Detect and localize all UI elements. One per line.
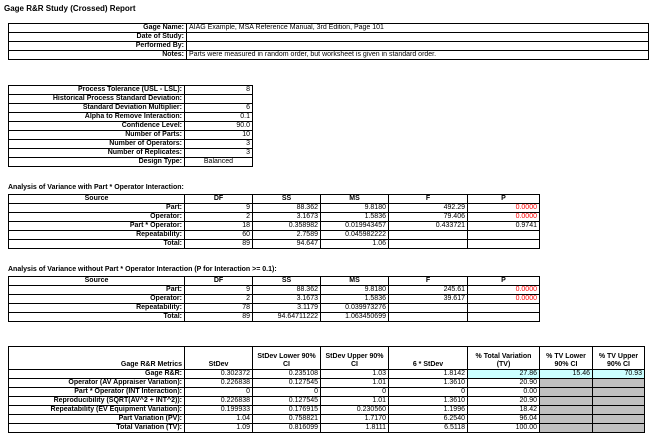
grr-cell: 70.93 bbox=[593, 370, 645, 379]
anova-source: Repeatability: bbox=[9, 231, 185, 240]
anova-header-cell: Source bbox=[9, 195, 185, 204]
grr-cell: 0.127545 bbox=[253, 379, 321, 388]
grr-metric: Repeatability (EV Equipment Variation): bbox=[9, 406, 185, 415]
grr-cell bbox=[593, 388, 645, 397]
param-row bbox=[9, 113, 253, 122]
grr-metric: Reproducibility (SQRT(AV^2 + INT^2)): bbox=[9, 397, 185, 406]
grr-cell bbox=[540, 415, 593, 424]
anova-cell: 60 bbox=[185, 231, 253, 240]
anova-header-cell: F bbox=[389, 195, 468, 204]
grr-cell bbox=[540, 397, 593, 406]
grr-cell: 1.09 bbox=[185, 424, 253, 433]
grr-row bbox=[9, 406, 645, 415]
param-value: Balanced bbox=[185, 158, 253, 167]
anova-source: Operator: bbox=[9, 213, 185, 222]
anova-cell: 78 bbox=[185, 304, 253, 313]
anova-header-cell: F bbox=[389, 277, 468, 286]
grr-cell: 15.46 bbox=[540, 370, 593, 379]
param-label: Confidence Level: bbox=[9, 122, 185, 131]
anova-cell: 0.9741 bbox=[468, 222, 540, 231]
anova-cell: 3.1673 bbox=[253, 213, 321, 222]
anova-cell: 79.406 bbox=[389, 213, 468, 222]
anova-cell bbox=[468, 313, 540, 322]
info-label: Gage Name: bbox=[9, 24, 187, 33]
grr-cell bbox=[593, 397, 645, 406]
grr-cell: 6.2540 bbox=[389, 415, 468, 424]
grr-cell: 0 bbox=[185, 388, 253, 397]
grr-cell: 0.226838 bbox=[185, 397, 253, 406]
grr-metric: Gage R&R: bbox=[9, 370, 185, 379]
info-row bbox=[9, 33, 649, 42]
anova-header-cell: P bbox=[468, 277, 540, 286]
info-value bbox=[187, 42, 649, 51]
grr-cell: 27.86 bbox=[468, 370, 540, 379]
param-label: Number of Replicates: bbox=[9, 149, 185, 158]
grr-row bbox=[9, 379, 645, 388]
grr-cell: 1.3610 bbox=[389, 397, 468, 406]
anova-row bbox=[9, 240, 540, 249]
anova-cell: 2.7589 bbox=[253, 231, 321, 240]
anova-cell: 0.019943457 bbox=[321, 222, 389, 231]
anova-header-row bbox=[9, 277, 540, 286]
anova-cell: 0.0000 bbox=[468, 295, 540, 304]
info-value: Parts were measured in random order, but worksheet is given in standard order. bbox=[187, 51, 649, 60]
grr-cell: 0.230560 bbox=[321, 406, 389, 415]
anova-cell: 1.06 bbox=[321, 240, 389, 249]
param-value: 3 bbox=[185, 140, 253, 149]
param-label: Number of Parts: bbox=[9, 131, 185, 140]
anova-header-cell: DF bbox=[185, 277, 253, 286]
anova-cell bbox=[468, 231, 540, 240]
anova-source: Part * Operator: bbox=[9, 222, 185, 231]
grr-row bbox=[9, 388, 645, 397]
anova-cell: 88.362 bbox=[253, 204, 321, 213]
anova-cell: 9 bbox=[185, 204, 253, 213]
study-info-table bbox=[8, 23, 649, 60]
anova-cell bbox=[389, 304, 468, 313]
grr-cell: 96.04 bbox=[468, 415, 540, 424]
grr-cell: 1.8142 bbox=[389, 370, 468, 379]
grr-row bbox=[9, 397, 645, 406]
grr-cell: 0.235108 bbox=[253, 370, 321, 379]
anova-source: Repeatability: bbox=[9, 304, 185, 313]
anova-cell bbox=[389, 313, 468, 322]
anova-source: Part: bbox=[9, 286, 185, 295]
grr-cell: 1.1996 bbox=[389, 406, 468, 415]
grr-cell: 20.90 bbox=[468, 397, 540, 406]
anova-header-row bbox=[9, 195, 540, 204]
info-label: Date of Study: bbox=[9, 33, 187, 42]
anova-cell: 0.0000 bbox=[468, 204, 540, 213]
grr-cell bbox=[593, 379, 645, 388]
anova-row bbox=[9, 222, 540, 231]
anova-cell: 1.5836 bbox=[321, 213, 389, 222]
grr-cell: 1.3610 bbox=[389, 379, 468, 388]
grr-header-cell: % Total Variation (TV) bbox=[468, 347, 540, 370]
grr-cell: 1.03 bbox=[321, 370, 389, 379]
grr-header-cell: StDev bbox=[185, 347, 253, 370]
anova-row bbox=[9, 213, 540, 222]
grr-header-cell: % TV Upper 90% CI bbox=[593, 347, 645, 370]
anova-row bbox=[9, 295, 540, 304]
grr-cell: 0.816099 bbox=[253, 424, 321, 433]
param-row bbox=[9, 131, 253, 140]
anova-cell: 9.8180 bbox=[321, 204, 389, 213]
info-row bbox=[9, 42, 649, 51]
grr-cell: 6.5118 bbox=[389, 424, 468, 433]
param-label: Historical Process Standard Deviation: bbox=[9, 95, 185, 104]
anova-no-interaction-caption: Analysis of Variance without Part * Operator Interaction (P for Interaction >= 0.1): bbox=[8, 266, 277, 273]
anova-cell: 0.0000 bbox=[468, 286, 540, 295]
anova-cell: 2 bbox=[185, 295, 253, 304]
grr-cell: 0.199933 bbox=[185, 406, 253, 415]
anova-no-interaction-table bbox=[8, 276, 540, 322]
param-label: Standard Deviation Multiplier: bbox=[9, 104, 185, 113]
info-row bbox=[9, 24, 649, 33]
anova-cell: 245.61 bbox=[389, 286, 468, 295]
param-value: 3 bbox=[185, 149, 253, 158]
grr-metric: Total Variation (TV): bbox=[9, 424, 185, 433]
info-label: Notes: bbox=[9, 51, 187, 60]
anova-source: Total: bbox=[9, 313, 185, 322]
grr-cell: 0.00 bbox=[468, 388, 540, 397]
grr-cell bbox=[593, 415, 645, 424]
anova-cell: 18 bbox=[185, 222, 253, 231]
grr-cell: 0.127545 bbox=[253, 397, 321, 406]
anova-source: Total: bbox=[9, 240, 185, 249]
anova-cell: 94.64711222 bbox=[253, 313, 321, 322]
grr-header-cell: % TV Lower 90% CI bbox=[540, 347, 593, 370]
param-row bbox=[9, 140, 253, 149]
grr-header-row bbox=[9, 347, 645, 370]
info-label: Performed By: bbox=[9, 42, 187, 51]
anova-cell: 3.1673 bbox=[253, 295, 321, 304]
param-label: Design Type: bbox=[9, 158, 185, 167]
anova-cell bbox=[389, 240, 468, 249]
grr-cell: 1.7170 bbox=[321, 415, 389, 424]
anova-header-cell: P bbox=[468, 195, 540, 204]
param-label: Process Tolerance (USL - LSL): bbox=[9, 86, 185, 95]
info-value: AIAG Example, MSA Reference Manual, 3rd Edition, Page 101 bbox=[187, 24, 649, 33]
param-value: 90.0 bbox=[185, 122, 253, 131]
grr-header-cell: 6 * StDev bbox=[389, 347, 468, 370]
param-label: Number of Operators: bbox=[9, 140, 185, 149]
grr-cell bbox=[593, 406, 645, 415]
anova-cell: 2 bbox=[185, 213, 253, 222]
anova-interaction-table bbox=[8, 194, 540, 249]
grr-metric: Part * Operator (INT Interaction): bbox=[9, 388, 185, 397]
anova-cell: 492.29 bbox=[389, 204, 468, 213]
grr-cell bbox=[540, 379, 593, 388]
param-label: Alpha to Remove Interaction: bbox=[9, 113, 185, 122]
grr-metric: Operator (AV Appraiser Variation): bbox=[9, 379, 185, 388]
grr-cell: 0 bbox=[321, 388, 389, 397]
anova-interaction-caption: Analysis of Variance with Part * Operator Interaction: bbox=[8, 184, 184, 191]
param-row bbox=[9, 149, 253, 158]
anova-cell bbox=[468, 240, 540, 249]
anova-cell: 89 bbox=[185, 240, 253, 249]
param-value: 8 bbox=[185, 86, 253, 95]
anova-cell: 0.0000 bbox=[468, 213, 540, 222]
report-title: Gage R&R Study (Crossed) Report bbox=[4, 4, 136, 13]
anova-cell bbox=[468, 304, 540, 313]
gage-rr-metrics-table bbox=[8, 346, 645, 433]
grr-cell: 0.226838 bbox=[185, 379, 253, 388]
anova-cell: 88.362 bbox=[253, 286, 321, 295]
grr-cell: 18.42 bbox=[468, 406, 540, 415]
anova-cell bbox=[389, 231, 468, 240]
grr-cell: 0.758821 bbox=[253, 415, 321, 424]
anova-cell: 94.647 bbox=[253, 240, 321, 249]
anova-header-cell: MS bbox=[321, 277, 389, 286]
param-row bbox=[9, 104, 253, 113]
grr-cell bbox=[540, 406, 593, 415]
anova-cell: 3.1179 bbox=[253, 304, 321, 313]
anova-cell: 0.045982222 bbox=[321, 231, 389, 240]
anova-header-cell: MS bbox=[321, 195, 389, 204]
param-row bbox=[9, 95, 253, 104]
grr-metric: Part Variation (PV): bbox=[9, 415, 185, 424]
anova-header-cell: SS bbox=[253, 195, 321, 204]
anova-row bbox=[9, 204, 540, 213]
grr-header-cell: StDev Lower 90% CI bbox=[253, 347, 321, 370]
anova-cell: 1.5836 bbox=[321, 295, 389, 304]
grr-cell: 0 bbox=[389, 388, 468, 397]
param-row bbox=[9, 122, 253, 131]
grr-header-cell: StDev Upper 90% CI bbox=[321, 347, 389, 370]
anova-row bbox=[9, 231, 540, 240]
anova-cell: 0.358982 bbox=[253, 222, 321, 231]
anova-row bbox=[9, 286, 540, 295]
anova-source: Part: bbox=[9, 204, 185, 213]
anova-row bbox=[9, 313, 540, 322]
anova-header-cell: Source bbox=[9, 277, 185, 286]
grr-cell: 20.90 bbox=[468, 379, 540, 388]
grr-cell: 0.176915 bbox=[253, 406, 321, 415]
grr-row bbox=[9, 424, 645, 433]
grr-cell: 0.302372 bbox=[185, 370, 253, 379]
grr-header-cell: Gage R&R Metrics bbox=[9, 347, 185, 370]
param-row bbox=[9, 86, 253, 95]
anova-cell: 1.063450699 bbox=[321, 313, 389, 322]
anova-cell: 9.8180 bbox=[321, 286, 389, 295]
grr-cell bbox=[540, 424, 593, 433]
study-parameters-table bbox=[8, 85, 253, 167]
grr-cell bbox=[593, 424, 645, 433]
anova-cell: 39.617 bbox=[389, 295, 468, 304]
anova-row bbox=[9, 304, 540, 313]
anova-cell: 0.039973276 bbox=[321, 304, 389, 313]
param-value bbox=[185, 95, 253, 104]
anova-header-cell: SS bbox=[253, 277, 321, 286]
grr-row bbox=[9, 415, 645, 424]
anova-cell: 0.433721 bbox=[389, 222, 468, 231]
grr-cell: 100.00 bbox=[468, 424, 540, 433]
anova-source: Operator: bbox=[9, 295, 185, 304]
anova-cell: 9 bbox=[185, 286, 253, 295]
grr-row bbox=[9, 370, 645, 379]
param-row bbox=[9, 158, 253, 167]
param-value: 10 bbox=[185, 131, 253, 140]
param-value: 0.1 bbox=[185, 113, 253, 122]
grr-cell: 1.8111 bbox=[321, 424, 389, 433]
grr-cell bbox=[540, 388, 593, 397]
info-row bbox=[9, 51, 649, 60]
grr-cell: 0 bbox=[253, 388, 321, 397]
grr-cell: 1.01 bbox=[321, 379, 389, 388]
anova-header-cell: DF bbox=[185, 195, 253, 204]
grr-cell: 1.04 bbox=[185, 415, 253, 424]
grr-cell: 1.01 bbox=[321, 397, 389, 406]
anova-cell: 89 bbox=[185, 313, 253, 322]
info-value bbox=[187, 33, 649, 42]
param-value: 6 bbox=[185, 104, 253, 113]
